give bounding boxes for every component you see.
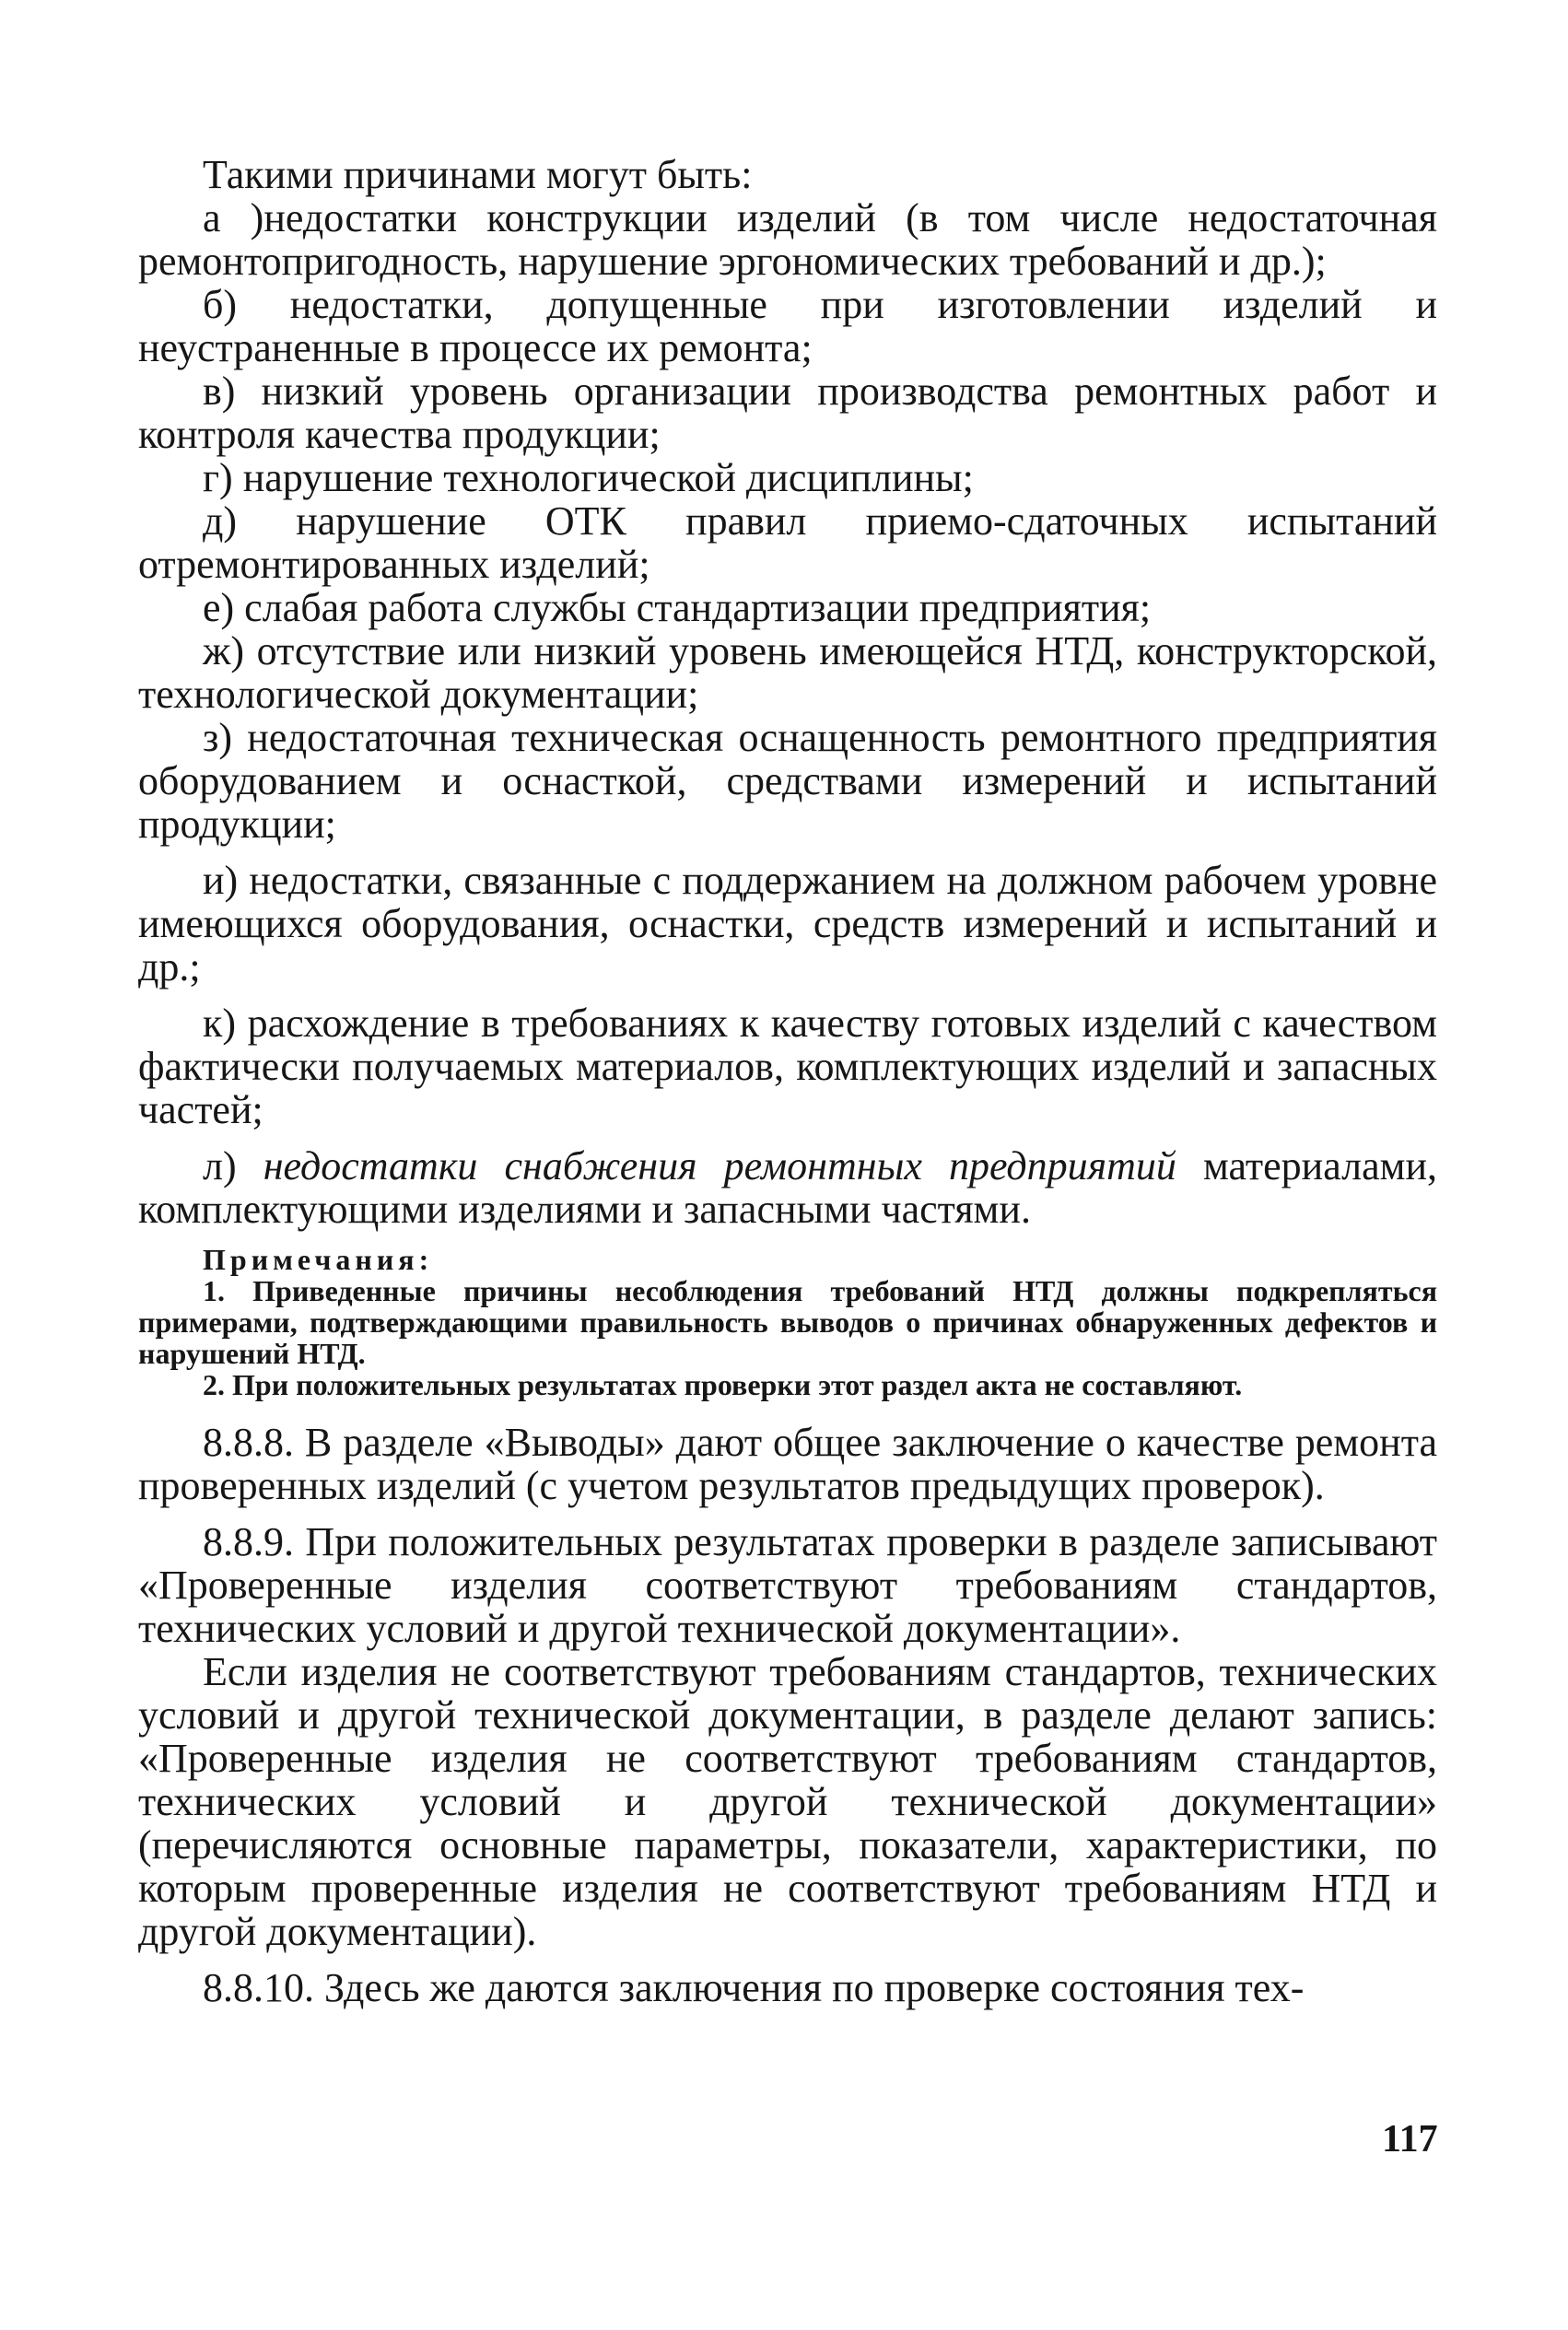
list-item-l-suffix: материалами, комплектующими изделиями и запасными частями.: [138, 1143, 1437, 1232]
list-item-d: д) нарушение ОТК правил приемо-сдаточных испытаний отремонтированных изделий;: [138, 498, 1437, 587]
list-item-e: е) слабая работа службы стандартизации предприятия;: [203, 585, 1152, 630]
list-item-l: [138, 1144, 1437, 1231]
list-item-b: б) недостатки, допущенные при изготовлении изделий и неустраненные в процессе их ремонта;: [138, 282, 1437, 370]
list-item-a: а )недостатки конструкции изделий (в том числе недостаточная ремонтопригодность, нарушение эргономических требований и др.);: [138, 195, 1437, 284]
note-2: 2. При положительных результатах проверки этот раздел акта не составляют.: [203, 1368, 1243, 1401]
notes-title: Примечания:: [203, 1243, 434, 1276]
list-item-z: з) недостаточная техническая оснащенность ремонтного предприятия оборудованием и оснасткой, средствами измерений и испытаний продукции;: [138, 715, 1437, 847]
list-item-g: г) нарушение технологической дисциплины;: [203, 455, 974, 500]
note-1: 1. Приведенные причины несоблюдения требований НТД должны подкрепляться примерами, подтверждающими правильность выводов о причинах обнаруженных дефектов и нарушений НТД.: [138, 1274, 1437, 1370]
section-8-8-9-continued: Если изделия не соответствуют требованиям стандартов, технических условий и другой технической документации, в разделе делают запись: «Проверенные изделия не соответствуют требованиям стандартов, технических условий и другой технической документации» (перечисляются основные параметры, показатели, характеристики, по которым проверенные изделия не соответствуют требованиям НТД и другой документации).: [138, 1649, 1437, 1954]
page-text-column: [138, 153, 1437, 2009]
page-number: 117: [1382, 2118, 1438, 2160]
section-8-8-9: 8.8.9. При положительных результатах проверки в разделе записывают «Проверенные изделия соответствуют требованиям стандартов, технических условий и другой технической документации».: [138, 1519, 1437, 1651]
intro-paragraph: Такими причинами могут быть:: [203, 152, 753, 197]
list-item-zh: ж) отсутствие или низкий уровень имеющейся НТД, конструкторской, технологической документации;: [138, 628, 1437, 717]
list-item-i: и) недостатки, связанные с поддержанием на должном рабочем уровне имеющихся оборудования, оснастки, средств измерений и испытаний и др.;: [138, 858, 1437, 989]
section-8-8-8: 8.8.8. В разделе «Выводы» дают общее заключение о качестве ремонта проверенных изделий (с учетом результатов предыдущих проверок).: [138, 1420, 1437, 1508]
list-item-k: к) расхождение в требованиях к качеству готовых изделий с качеством фактически получаемых материалов, комплектующих изделий и запасных частей;: [138, 1001, 1437, 1132]
list-item-v: в) низкий уровень организации производства ремонтных работ и контроля качества продукции;: [138, 369, 1437, 457]
list-item-l-prefix: л): [203, 1143, 263, 1188]
list-item-l-italic: недостатки снабжения ремонтных предприятий: [263, 1143, 1176, 1188]
section-8-8-10: 8.8.10. Здесь же даются заключения по проверке состояния тех-: [203, 1965, 1305, 2010]
notes-block: [138, 1244, 1437, 1400]
